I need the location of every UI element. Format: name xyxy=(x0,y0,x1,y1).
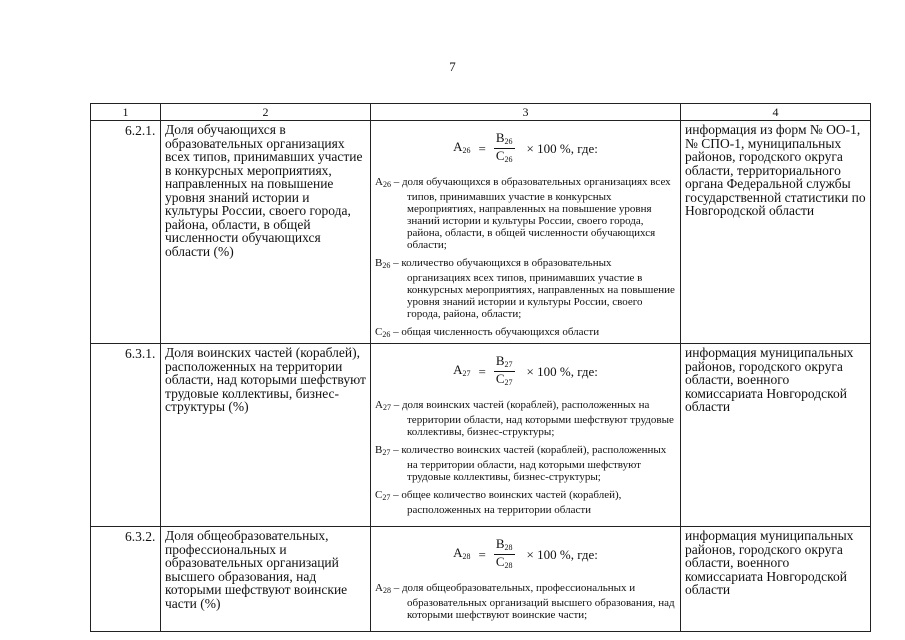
definition: $C_{27}$ – общее количество воинских частей (кораблей), расположенных на территории области xyxy=(375,489,622,516)
indicator-number: 6.3.2. xyxy=(91,527,161,632)
table-row xyxy=(91,527,871,632)
table-row xyxy=(91,344,871,527)
indicator-number: 6.2.1. xyxy=(91,121,161,344)
header-col-3: 3 xyxy=(371,104,681,121)
definition: $C_{26}$ – общая численность обучающихся области xyxy=(375,326,600,339)
page-number: 7 xyxy=(449,59,456,74)
indicator-name: Доля воинских частей (кораблей), расположенных на территории области, над которыми шефствуют трудовые коллективы, бизнес-структуры (%) xyxy=(161,344,371,527)
header-col-4: 4 xyxy=(681,104,871,121)
definition: $B_{27}$ – количество воинских частей (кораблей), расположенных на территории области, над которыми шефствуют трудовые коллективы, бизнес-структуры; xyxy=(375,444,667,483)
header-col-1: 1 xyxy=(91,104,161,121)
indicators-table xyxy=(90,103,871,632)
definition: $A_{26}$ – доля обучающихся в образовательных организациях всех типов, принимавших участие в конкурсных мероприятиях, направленных на повышение уровня знаний истории и культуры России, своего города, района, области, в общей численности обучающихся области; xyxy=(375,176,671,251)
definition: $A_{27}$ – доля воинских частей (кораблей), расположенных на территории области, над которыми шефствуют трудовые коллективы, бизнес-структуры; xyxy=(375,399,674,438)
indicator-number: 6.3.1. xyxy=(91,344,161,527)
data-source: информация муниципальных районов, городского округа области, военного комиссариата Новгородской области xyxy=(681,344,871,527)
formula: $A_{27}$ = $\frac{B_{27}}{C_{27}}$ × 100 %, где: xyxy=(453,353,598,387)
indicator-name: Доля общеобразовательных, профессиональных и образовательных организаций высшего образования, над которыми шефствуют воинские части (%) xyxy=(161,527,371,632)
definition: $A_{28}$ – доля общеобразовательных, профессиональных и образовательных организаций высшего образования, над которыми шефствуют воинские части; xyxy=(375,582,675,621)
calculation-method xyxy=(371,344,681,527)
definition: $B_{26}$ – количество обучающихся в образовательных организациях всех типов, принимавших участие в конкурсных мероприятиях, направленных на повышение уровня знаний истории и культуры России, своего города, района, области; xyxy=(375,257,675,320)
data-source: информация из форм № ОО-1, № СПО-1, муниципальных районов, городского округа области, территориального органа Федеральной службы государственной статистики по Новгородской области xyxy=(681,121,871,344)
indicator-name: Доля обучающихся в образовательных организациях всех типов, принимавших участие в конкурсных мероприятиях, направленных на повышение уровня знаний истории и культуры России, своего города, района, области, в общей численности обучающихся области (%) xyxy=(161,121,371,344)
data-source: информация муниципальных районов, городского округа области, военного комиссариата Новгородской области xyxy=(681,527,871,632)
calculation-method xyxy=(371,527,681,632)
formula: $A_{26}$ = $\frac{B_{26}}{C_{26}}$ × 100 %, где: xyxy=(453,130,598,164)
table-header-row xyxy=(91,104,871,121)
header-col-2: 2 xyxy=(161,104,371,121)
table-row xyxy=(91,121,871,344)
formula: $A_{28}$ = $\frac{B_{28}}{C_{28}}$ × 100 %, где: xyxy=(453,536,598,570)
calculation-method xyxy=(371,121,681,344)
